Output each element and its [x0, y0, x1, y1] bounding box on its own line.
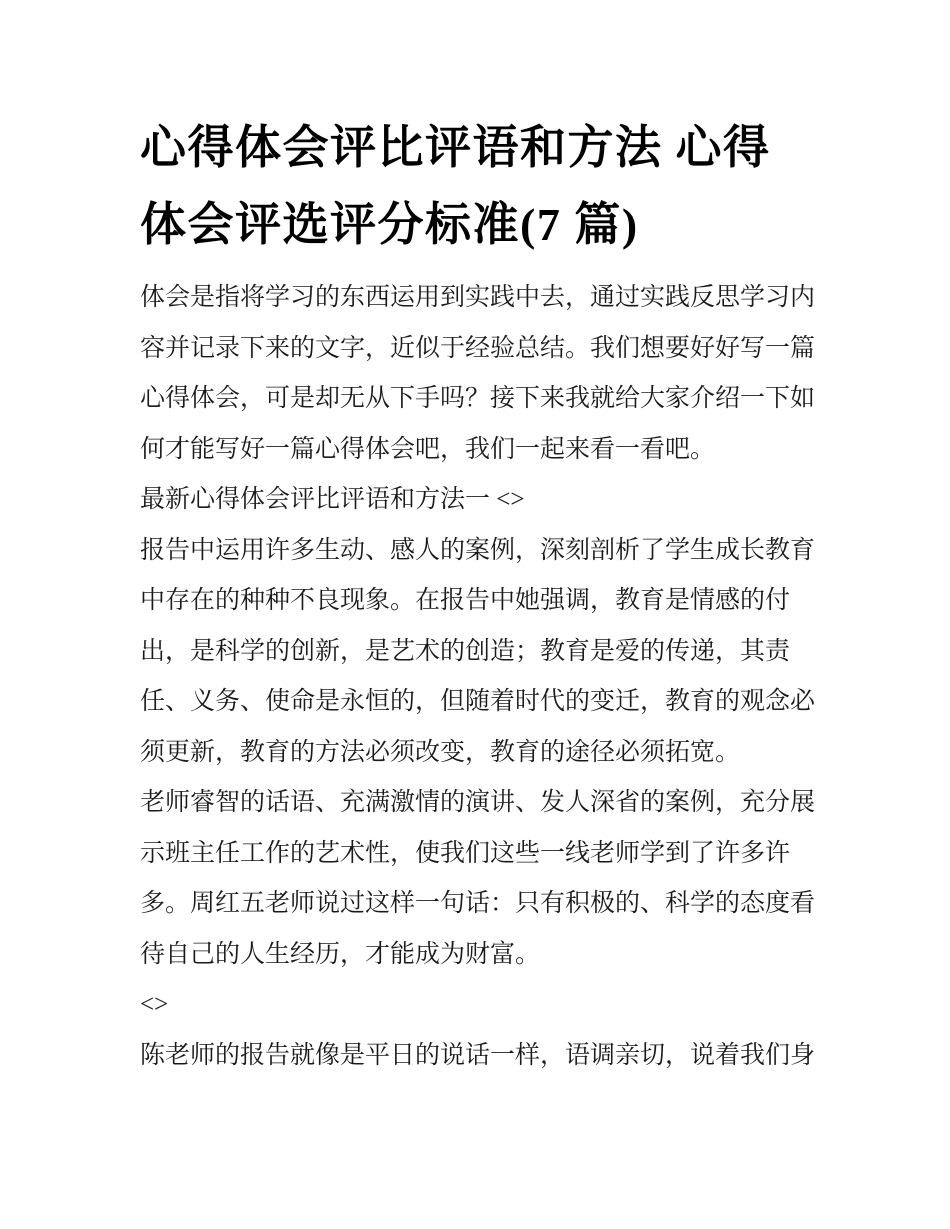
body-line: 中存在的种种不良现象。在报告中她强调，教育是情感的付	[140, 587, 791, 614]
body-line: 何才能写好一篇心得体会吧，我们一起来看一看吧。	[140, 435, 716, 463]
body-line: 示班主任工作的艺术性，使我们这些一线老师学到了许多许	[140, 839, 791, 867]
body-line: 容并记录下来的文字，近似于经验总结。我们想要好好写一篇	[140, 334, 816, 362]
body-line: 陈老师的报告就像是平日的说话一样，语调亲切，说着我们身	[140, 1041, 816, 1069]
document-body	[140, 273, 830, 1081]
body-line-section-heading: 最新心得体会评比评语和方法一 <>	[140, 486, 525, 513]
document-content	[140, 0, 830, 1081]
body-line: 心得体会，可是却无从下手吗？接下来我就给大家介绍一下如	[140, 385, 816, 412]
body-line: 出，是科学的创新，是艺术的创造；教育是爱的传递，其责	[140, 637, 791, 665]
body-line: 多。周红五老师说过这样一句话：只有积极的、科学的态度看	[140, 890, 816, 917]
body-line: 体会是指将学习的东西运用到实践中去，通过实践反思学习内	[140, 284, 816, 311]
body-line: 老师睿智的话语、充满激情的演讲、发人深省的案例，充分展	[140, 789, 816, 816]
title-line-2: 体会评选评分标准(7 篇)	[140, 199, 639, 250]
body-line: 报告中运用许多生动、感人的案例，深刻剖析了学生成长教育	[140, 536, 816, 564]
body-line: 待自己的人生经历，才能成为财富。	[140, 940, 541, 968]
body-line: 任、义务、使命是永恒的，但随着时代的变迁，教育的观念必	[140, 688, 816, 715]
document-title	[140, 109, 830, 263]
body-line: 须更新，教育的方法必须改变，教育的途径必须拓宽。	[140, 738, 741, 766]
title-line-1: 心得体会评比评语和方法 心得	[140, 122, 771, 173]
body-line-placeholder-tag: <>	[140, 991, 169, 1018]
